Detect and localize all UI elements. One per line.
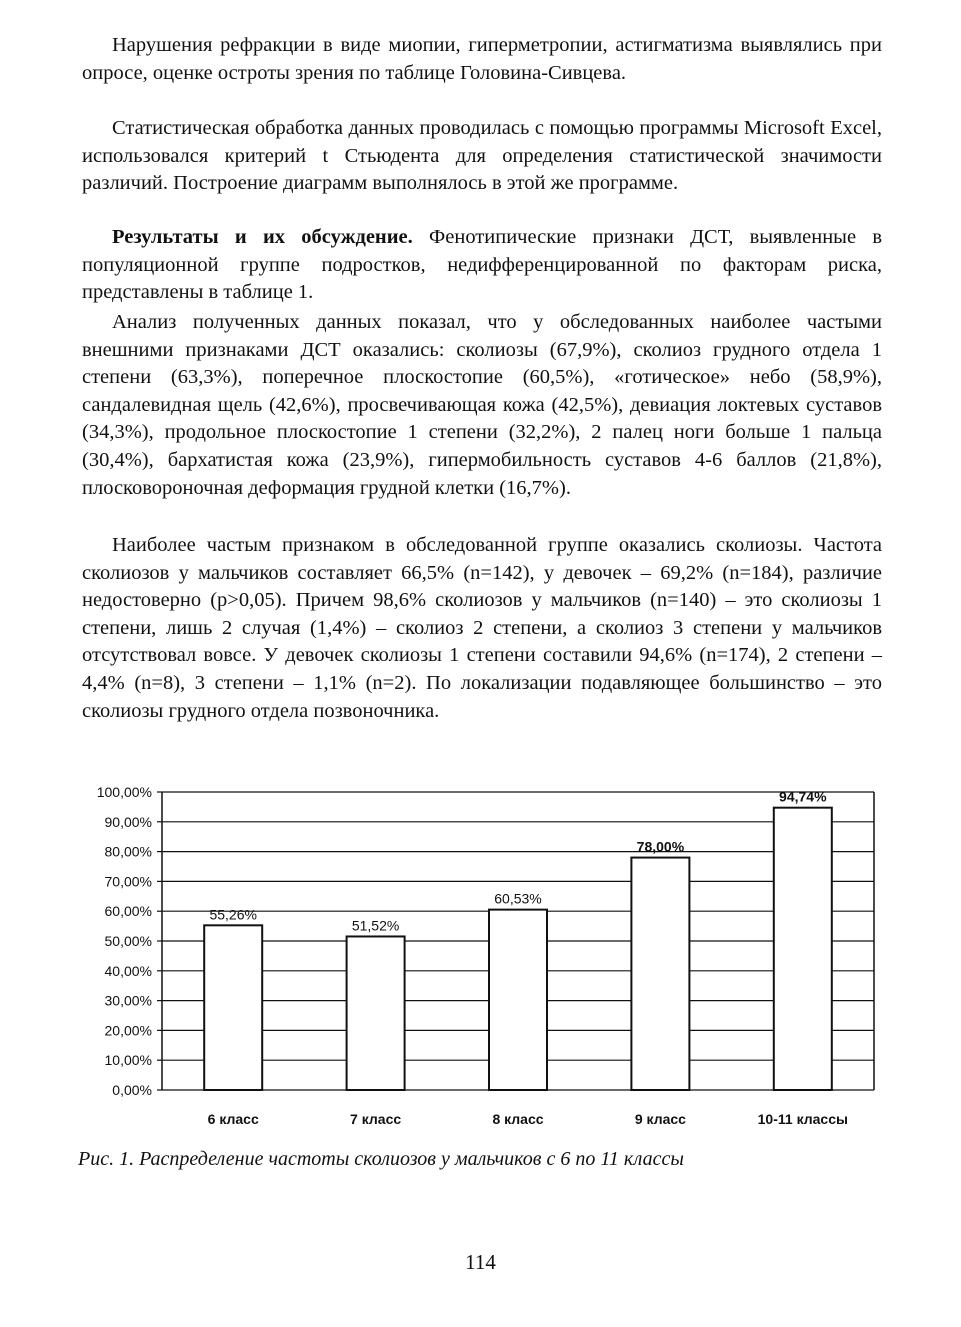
bar-value-label: 60,53% [494,890,542,907]
y-tick-label: 40,00% [104,962,152,979]
y-tick-label: 90,00% [104,813,152,830]
y-tick-label: 80,00% [104,843,152,860]
y-tick-label: 30,00% [104,992,152,1009]
paragraph-scoliosis [82,532,882,725]
bar-value-label: 55,26% [209,906,257,923]
y-tick-label: 20,00% [104,1022,152,1039]
x-category-label: 10-11 классы [757,1111,848,1127]
page-number: 114 [465,1250,496,1274]
bar [631,858,689,1090]
x-category-label: 7 класс [350,1111,402,1127]
section-heading: Результаты и их обсуждение. [112,226,413,248]
bar [347,936,405,1090]
bar-value-label: 51,52% [351,917,400,934]
paragraph-text: Статистическая обработка данных проводилась с помощью программы Microsoft Excel, использовался критерий t Стьюдента для определения статистической значимости различий. Построение диаграмм выполнялось в этой же программе. [82,117,882,195]
y-tick-label: 70,00% [104,873,152,890]
x-category-label: 6 класс [207,1111,259,1127]
bar [204,925,262,1090]
y-tick-label: 100,00% [96,784,152,800]
x-category-label: 9 класс [634,1111,686,1127]
bar-value-label: 78,00% [636,838,685,855]
y-tick-label: 10,00% [104,1052,152,1069]
paragraph-text: Наиболее частым признаком в обследованной группе оказались сколиозы. Частота сколиозов у мальчиков составляет 66,5% (n=142), у девочек – 69,2% (n=184), различие недостоверно (p>0,05). Причем 98,6% сколиозов у мальчиков (n=140) – это сколиозы 1 степени, лишь 2 случая (1,4%) – сколиоз 2 степени, а сколиоз 3 степени у мальчиков отсутствовал вовсе. У девочек сколиозы 1 степени составили 94,6% (n=174), 2 степени – 4,4% (n=8), 3 степени – 1,1% (n=2). По локализации подавляющее большинство – это сколиозы грудного отдела позвоночника. [82,534,882,722]
paragraph-refraction [82,32,882,87]
paragraph-analysis [82,309,882,502]
bar [489,910,547,1090]
paragraph-results [82,224,882,307]
bar-value-label: 94,74% [779,788,827,805]
scoliosis-bar-chart [64,772,884,1142]
paragraph-text: Фенотипические признаки ДСТ, выявленные в популяционной группе подростков, недифференцированной по факторам риска, представлены в таблице 1. [82,226,882,304]
x-category-label: 8 класс [492,1111,544,1127]
paragraph-text: Анализ полученных данных показал, что у обследованных наиболее частыми внешними признаками ДСТ оказались: сколиозы (67,9%), сколиоз грудного отдела 1 степени (63,3%), поперечное плоскостопие (60,5%), «готическое» небо (58,9%), сандалевидная щель (42,6%), просвечивающая кожа (42,5%), девиация локтевых суставов (34,3%), продольное плоскостопие 1 степени (32,2%), 2 палец ноги больше 1 пальца (30,4%), бархатистая кожа (23,9%), гипермобильность суставов 4-6 баллов (21,8%), плосковороночная деформация грудной клетки (16,7%). [82,311,882,499]
paragraph-text: Нарушения рефракции в виде миопии, гиперметропии, астигматизма выявлялись при опросе, оценке остроты зрения по таблице Головина-Сивцева. [82,34,882,84]
paragraph-statistics [82,115,882,198]
y-tick-label: 50,00% [104,933,152,949]
bar [774,808,832,1090]
figure-caption: Рис. 1. Распределение частоты сколиозов у мальчиков с 6 по 11 классы [78,1148,684,1170]
y-tick-label: 60,00% [104,903,152,920]
y-tick-label: 0,00% [112,1082,152,1098]
